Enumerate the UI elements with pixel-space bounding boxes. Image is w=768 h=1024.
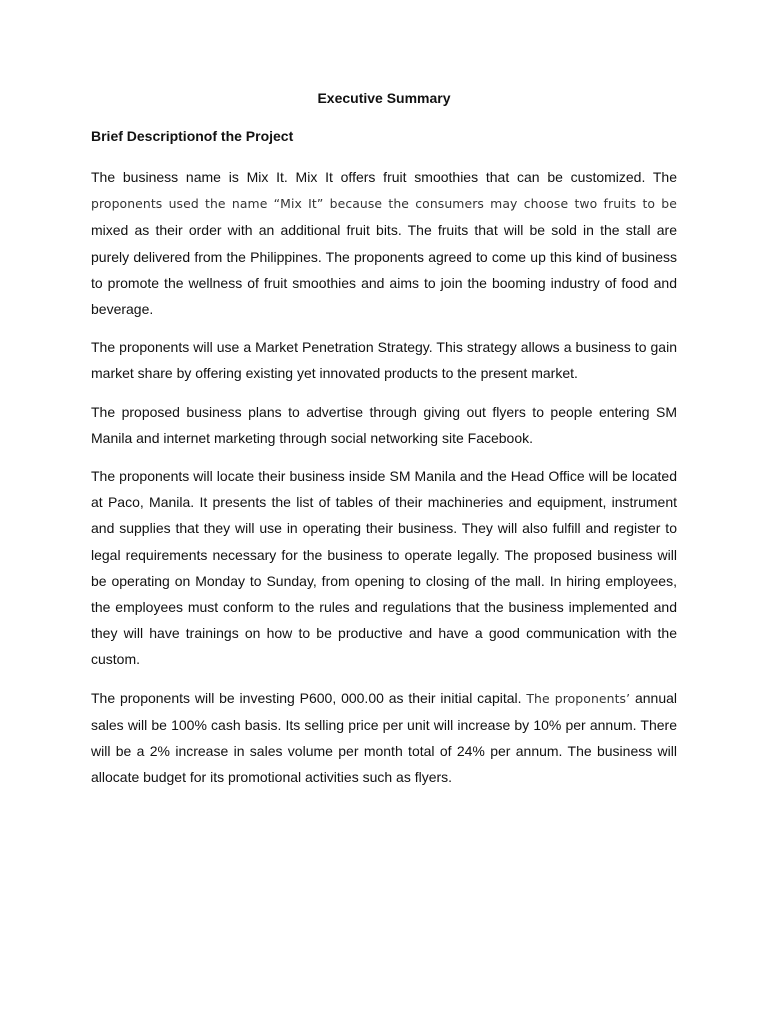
paragraph-text: The proponents will be investing P600, 000.00 as their initial capital. xyxy=(91,689,527,706)
paragraph-business-description xyxy=(91,164,677,322)
paragraph-text: annual sales will be 100% cash basis. Its selling price per unit will increase by 10% per annum. There will be a 2% increase in sales volume per month total of 24% per annum. The business will allocate budget for its promotional activities such as flyers. xyxy=(91,689,678,786)
document-page xyxy=(91,88,677,802)
paragraph-advertising: The proposed business plans to advertise through giving out flyers to people entering SM Manila and internet marketing through social networking site Facebook. xyxy=(91,403,677,446)
paragraph-location-operations: The proponents will locate their business inside SM Manila and the Head Office will be located at Paco, Manila. It presents the list of tables of their machineries and equipment, instrument and supplies that they will use in operating their business. They will also fulfill and register to legal requirements necessary for the business to operate legally. The proposed business will be operating on Monday to Sunday, from opening to closing of the mall. In hiring employees, the employees must conform to the rules and regulations that the business implemented and they will have trainings on how to be productive and have a good communication with the custom. xyxy=(91,468,677,668)
section-heading: Brief Descriptionof the Project xyxy=(91,128,294,144)
paragraph-text: The business name is Mix It. Mix It offers fruit smoothies that can be customized. The xyxy=(91,169,677,185)
paragraph-text-alt-font: proponents used the name “Mix It” because the consumers may choose two fruits to be xyxy=(91,196,677,212)
paragraph-financials xyxy=(91,685,677,791)
paragraph-text-alt-font: The proponents’ xyxy=(526,690,631,706)
paragraph-strategy: The proponents will use a Market Penetration Strategy. This strategy allows a business to gain market share by offering existing yet innovated products to the present market. xyxy=(91,339,677,382)
document-title: Executive Summary xyxy=(317,90,451,106)
paragraph-text: mixed as their order with an additional fruit bits. The fruits that will be sold in the stall are purely delivered from the Philippines. The proponents agreed to come up this kind of business to promote the wellness of fruit smoothies and aims to join the booming industry of food and beverage. xyxy=(91,222,677,318)
